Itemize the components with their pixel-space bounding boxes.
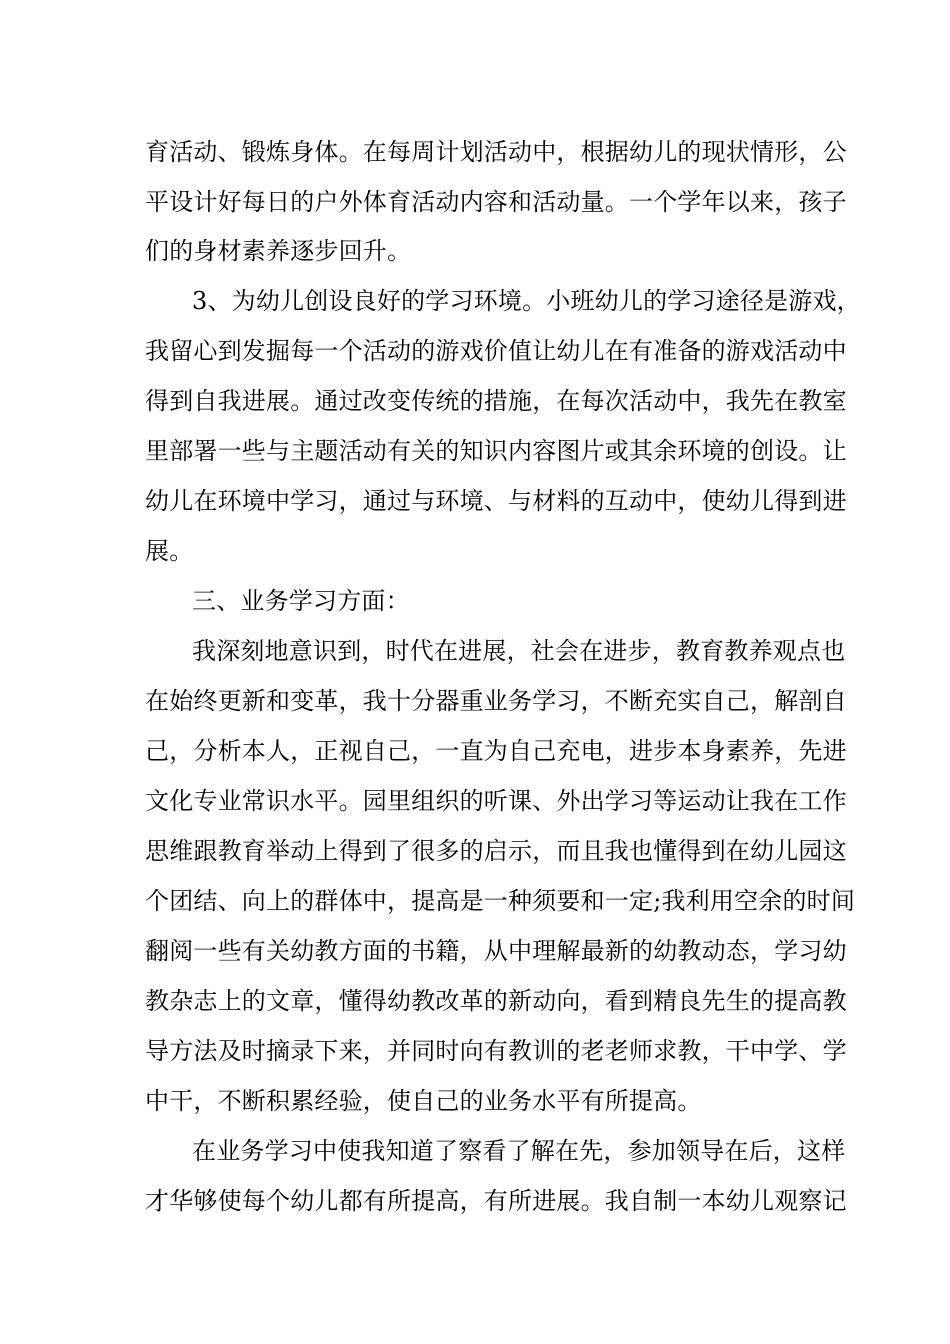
- text-line: 己，分析本人，正视自己，一直为自己充电，进步本身素养，先进: [145, 737, 847, 765]
- text-line: 展。: [145, 537, 194, 565]
- text-line: 我深刻地意识到，时代在进展，社会在进步，教育教养观点也: [192, 637, 846, 665]
- text-line: 教杂志上的文章，懂得幼教改革的新动向，看到精良先生的提高教: [145, 987, 847, 1015]
- text-line: 在业务学习中使我知道了察看了解在先，参加领导在后，这样: [192, 1137, 846, 1165]
- text-line: 们的身材素养逐步回升。: [145, 237, 412, 265]
- text-line: 思维跟教育举动上得到了很多的启示，而且我也懂得到在幼儿园这: [145, 837, 847, 865]
- text-line: 翻阅一些有关幼教方面的书籍，从中理解最新的幼教动态，学习幼: [145, 937, 847, 965]
- text-line: 3、为幼儿创设良好的学习环境。小班幼儿的学习途径是游戏，: [192, 287, 861, 315]
- text-line: 里部署一些与主题活动有关的知识内容图片或其余环境的创设。让: [145, 437, 847, 465]
- text-line: 个团结、向上的群体中，提高是一种须要和一定;我利用空余的时间: [145, 887, 856, 915]
- text-line: 导方法及时摘录下来，并同时向有教训的老老师求教，干中学、学: [145, 1037, 847, 1065]
- text-line: 得到自我进展。通过改变传统的措施，在每次活动中，我先在教室: [145, 387, 847, 415]
- text-line: 育活动、锻炼身体。在每周计划活动中，根据幼儿的现状情形，公: [145, 138, 847, 166]
- text-line: 才华够使每个幼儿都有所提高，有所进展。我自制一本幼儿观察记: [145, 1187, 847, 1215]
- text-line: 我留心到发掘每一个活动的游戏价值让幼儿在有准备的游戏活动中: [145, 337, 847, 365]
- section-heading: 三、业务学习方面：: [192, 587, 410, 615]
- text-line: 在始终更新和变革，我十分器重业务学习，不断充实自己，解剖自: [145, 687, 847, 715]
- text-line: 幼儿在环境中学习，通过与环境、与材料的互动中，使幼儿得到进: [145, 487, 847, 515]
- text-line: 文化专业常识水平。园里组织的听课、外出学习等运动让我在工作: [145, 787, 847, 815]
- text-line: 平设计好每日的户外体育活动内容和活动量。一个学年以来，孩子: [145, 188, 847, 216]
- text-line: 中干，不断积累经验，使自己的业务水平有所提高。: [145, 1087, 702, 1115]
